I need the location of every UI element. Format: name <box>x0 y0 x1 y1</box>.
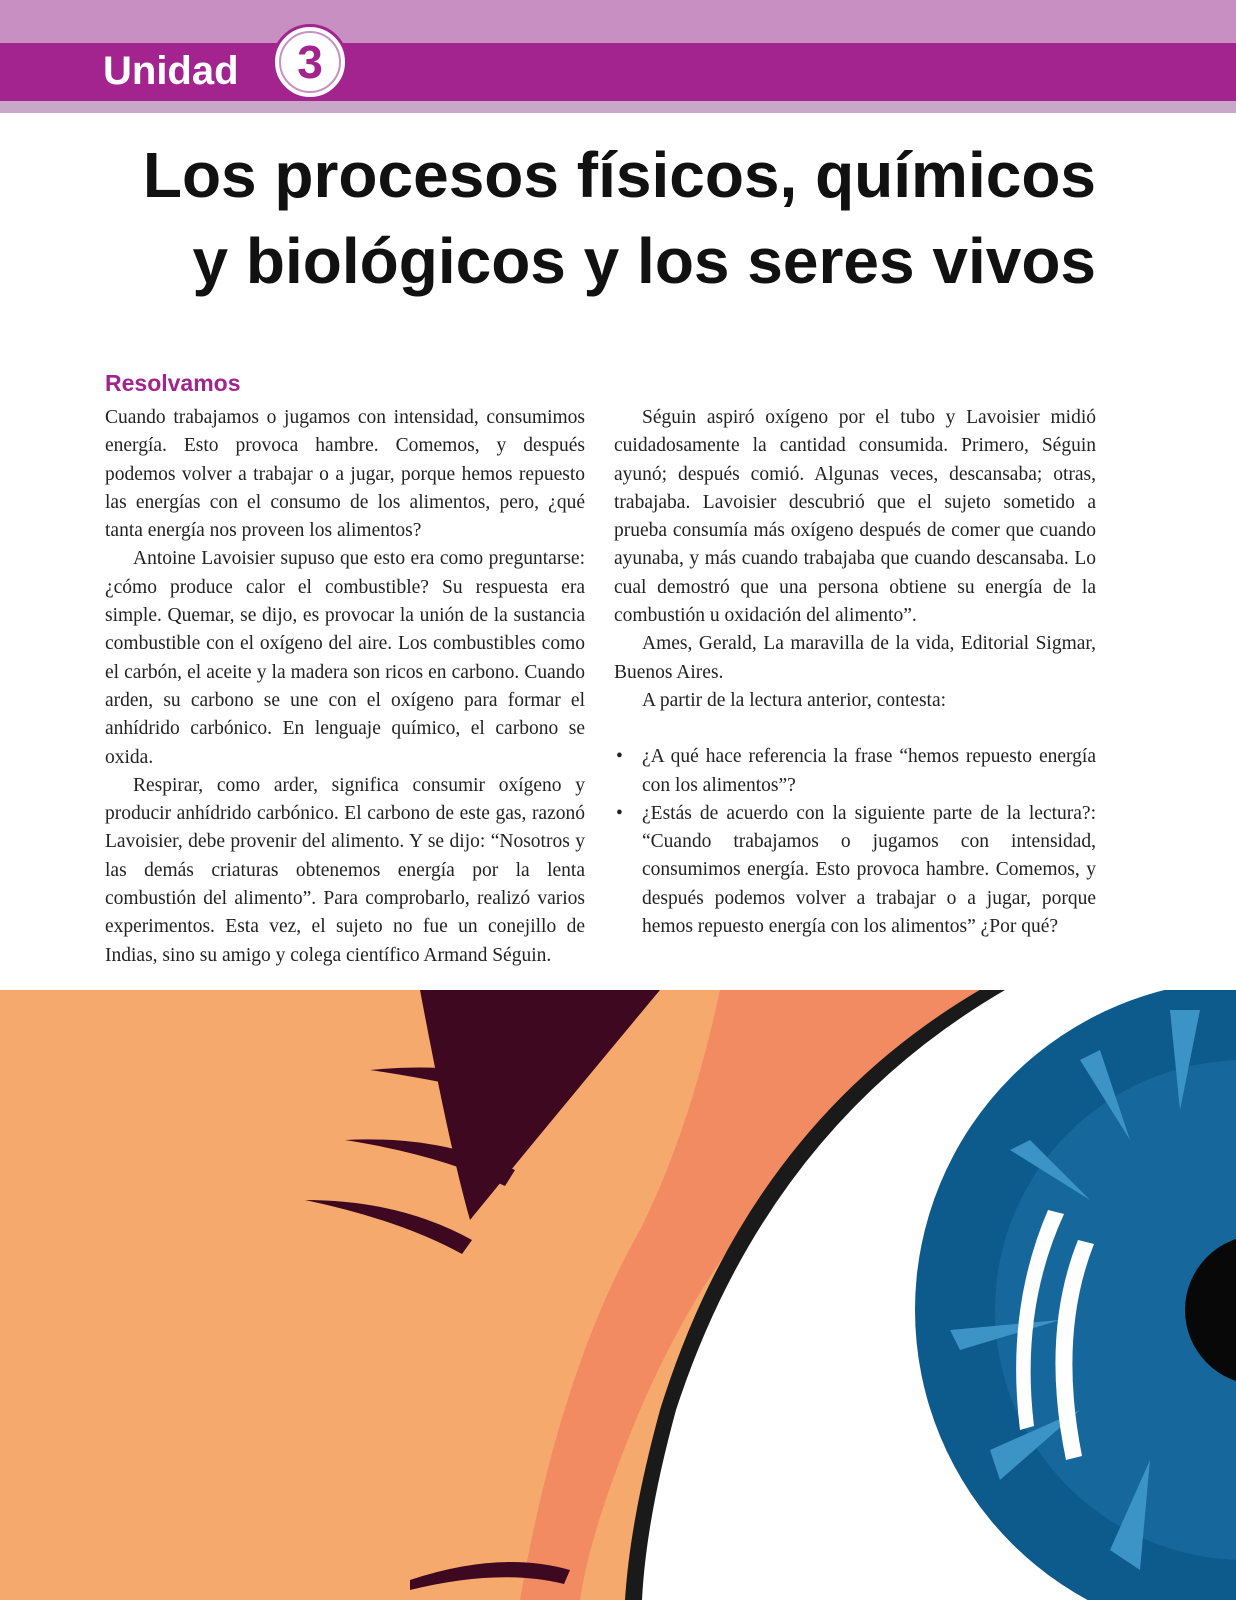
unit-number: 3 <box>279 31 341 93</box>
page-title-line-2: y biológicos y los seres vivos <box>192 225 1096 297</box>
reading-paragraph: Séguin aspiró oxígeno por el tubo y Lavoisier midió cuidadosamente la cantidad consumida. Primero, Séguin ayunó; después comió. Algunas veces, descansaba; otras, trabajaba. Lavoisier descubrió que el sujeto sometido a prueba consumía más oxígeno después de comer que cuando ayunaba, y más cuando trabajaba que cuando descansaba. Lo cual demostró que una persona obtiene su energía de la combustión u oxidación del alimento”. <box>614 407 1096 627</box>
bullet-icon: • <box>616 746 623 768</box>
section-heading: Resolvamos <box>105 370 241 396</box>
reading-right-column <box>614 404 1096 941</box>
reading-paragraph: Cuando trabajamos o jugamos con intensidad, consumimos energía. Esto provoca hambre. Comemos, y después podemos volver a trabajar o a jugar, porque hemos repuesto las energías con el consumo de los alimentos, pero, ¿qué tanta energía nos proveen los alimentos? <box>105 407 585 542</box>
unit-header-underline <box>0 101 1236 113</box>
question-text: ¿Estás de acuerdo con la siguiente parte de la lectura?: “Cuando trabajamos o jugamos con intensidad, consumimos energía. Esto provoca hambre. Comemos, y después podemos volver a trabajar o a jugar, porque hemos repuesto energía con los alimentos” ¿Por qué? <box>642 802 1096 938</box>
unit-label: Unidad <box>103 49 239 93</box>
question-item <box>614 800 1096 941</box>
question-item <box>614 743 1096 800</box>
page-title-line-1: Los procesos físicos, químicos <box>142 139 1096 211</box>
citation: Ames, Gerald, La maravilla de la vida, Editorial Sigmar, Buenos Aires. <box>614 633 1096 683</box>
spacer <box>614 715 1096 743</box>
header-top-strip <box>0 0 1236 43</box>
unit-number-badge <box>272 24 348 100</box>
reading-left-column <box>105 404 585 970</box>
question-text: ¿A qué hace referencia la frase “hemos repuesto energía con los alimentos”? <box>642 746 1096 796</box>
question-list <box>614 743 1096 941</box>
reading-paragraph: Antoine Lavoisier supuso que esto era como preguntarse: ¿cómo produce calor el combustible? Su respuesta era simple. Quemar, se dijo, es provocar la unión de la sustancia combustible con el oxígeno del aire. Los combustibles como el carbón, el aceite y la madera son ricos en carbono. Cuando arden, su carbono se une con el oxígeno para formar el anhídrido carbónico. En lenguaje químico, el carbono se oxida. <box>105 548 585 768</box>
eye-illustration <box>0 990 1236 1600</box>
page-title <box>100 132 1096 304</box>
instruction: A partir de la lectura anterior, contesta: <box>642 689 947 711</box>
reading-paragraph: Respirar, como arder, significa consumir oxígeno y producir anhídrido carbónico. El carbono de este gas, razonó Lavoisier, debe provenir del alimento. Y se dijo: “Nosotros y las demás criaturas obtenemos energía por la lenta combustión del alimento”. Para comprobarlo, realizó varios experimentos. Esta vez, el sujeto no fue un conejillo de Indias, sino su amigo y colega científico Armand Séguin. <box>105 774 585 966</box>
bullet-icon: • <box>616 802 623 824</box>
